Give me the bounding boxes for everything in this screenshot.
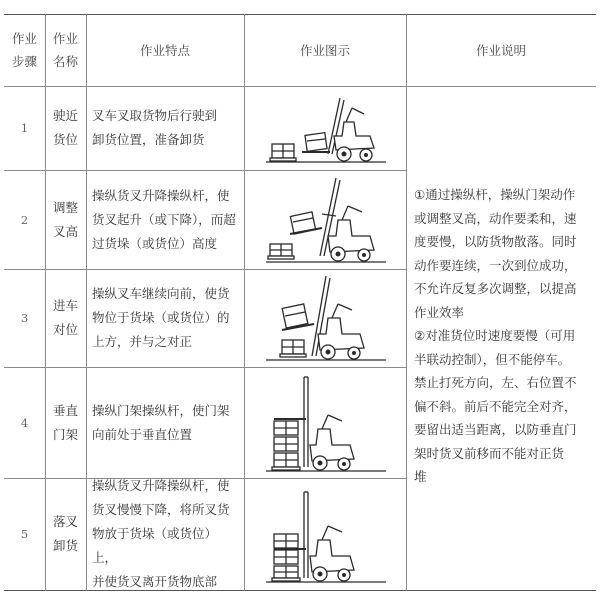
feature-line: 并使货叉离开货物底部 — [92, 574, 218, 589]
header-name-line-1: 作业 — [52, 31, 78, 46]
header-step-line-2: 步骤 — [11, 54, 37, 69]
step-number: 5 — [20, 527, 29, 541]
header-name-line-2: 名称 — [52, 54, 78, 69]
step-number: 3 — [20, 311, 29, 325]
step-number: 4 — [20, 415, 29, 430]
step-name-line: 调整 — [52, 199, 78, 215]
description-line: ①通过操纵杆，操纵门架动作 — [414, 187, 576, 203]
feature-line: 物位于货垛（或货位）的 — [92, 310, 230, 325]
forklift-approach-figure — [266, 92, 386, 166]
feature-line: 过货垛（或货位）高度 — [92, 235, 218, 251]
step-number: 1 — [20, 121, 29, 135]
description-line: 半联动控制），但不能停车。 — [414, 351, 571, 367]
step-name-line: 卸货 — [52, 538, 78, 553]
step-name-line: 落叉 — [52, 514, 78, 529]
description-line: 架时货叉前移而不能对正货 — [414, 445, 565, 461]
step-name-line: 对位 — [52, 322, 78, 337]
header-name — [45, 14, 86, 86]
step-name — [45, 170, 86, 269]
feature-line: 上方，并与之对正 — [92, 334, 193, 349]
step-name-line: 垂直 — [52, 402, 78, 418]
description-line: ②对准货位时速度要慢（可用 — [414, 328, 576, 344]
col-divider-3 — [244, 14, 245, 591]
feature-line: 操纵门架操纵杆，使门架 — [92, 402, 230, 418]
step-name-line: 进车 — [52, 298, 78, 313]
step-number: 2 — [20, 212, 29, 227]
step-feature — [86, 269, 244, 367]
description-line: 或调整叉高，动作要柔和，速 — [414, 210, 577, 226]
step-name-line: 叉高 — [52, 223, 78, 239]
feature-line: 物放于货垛（或货位）上， — [92, 526, 218, 565]
feature-line: 向前处于垂直位置 — [92, 426, 193, 442]
forklift-raise-fork-figure — [266, 174, 386, 266]
step-name — [45, 478, 86, 590]
header-step — [4, 14, 45, 86]
feature-line: 操纵叉车继续向前，使货 — [92, 286, 230, 301]
feature-line: 叉车叉取货物后行驶到 — [92, 108, 218, 123]
step-name — [45, 269, 86, 367]
feature-line: 卸货位置，准备卸货 — [92, 132, 205, 147]
description-line: 作业效率 — [414, 304, 465, 320]
forklift-position-figure — [266, 272, 386, 364]
step-name — [45, 367, 86, 478]
header-figure: 作业图示 — [299, 42, 350, 58]
description-line: 动作要连续，一次到位成功， — [414, 257, 577, 273]
step-name — [45, 86, 86, 170]
header-step-line-1: 作业 — [11, 31, 37, 46]
operation-description — [406, 86, 596, 590]
feature-line: 货叉起升（或下降），而超 — [92, 211, 236, 227]
description-line: 度要慢，以防货物散落。同时 — [414, 234, 577, 250]
header-feature: 作业特点 — [139, 42, 190, 58]
feature-line: 操纵货叉升降操纵杆，使 — [92, 187, 230, 203]
header-description: 作业说明 — [475, 42, 526, 58]
step-name-line: 货位 — [52, 132, 78, 147]
description-line: 不允许反复多次调整，以提高 — [414, 281, 577, 297]
step-feature — [86, 367, 244, 478]
description-line: 堆 — [414, 469, 427, 485]
step-feature — [86, 478, 244, 590]
step-name-line: 驶近 — [52, 108, 78, 123]
feature-line: 货叉慢慢下降，将所叉货 — [92, 502, 230, 517]
forklift-lower-unload-figure — [266, 482, 386, 586]
step-name-line: 门架 — [52, 426, 78, 442]
description-line: 要留出适当距离，以防垂直门 — [414, 422, 577, 438]
forklift-vertical-mast-figure — [266, 371, 386, 475]
description-line: 禁止打死方向，左、右位置不 — [414, 375, 577, 391]
step-feature — [86, 170, 244, 269]
feature-line: 操纵货叉升降操纵杆，使 — [92, 478, 230, 493]
step-feature — [86, 86, 244, 170]
description-line: 偏不斜。前后不能完全对齐， — [414, 398, 577, 414]
